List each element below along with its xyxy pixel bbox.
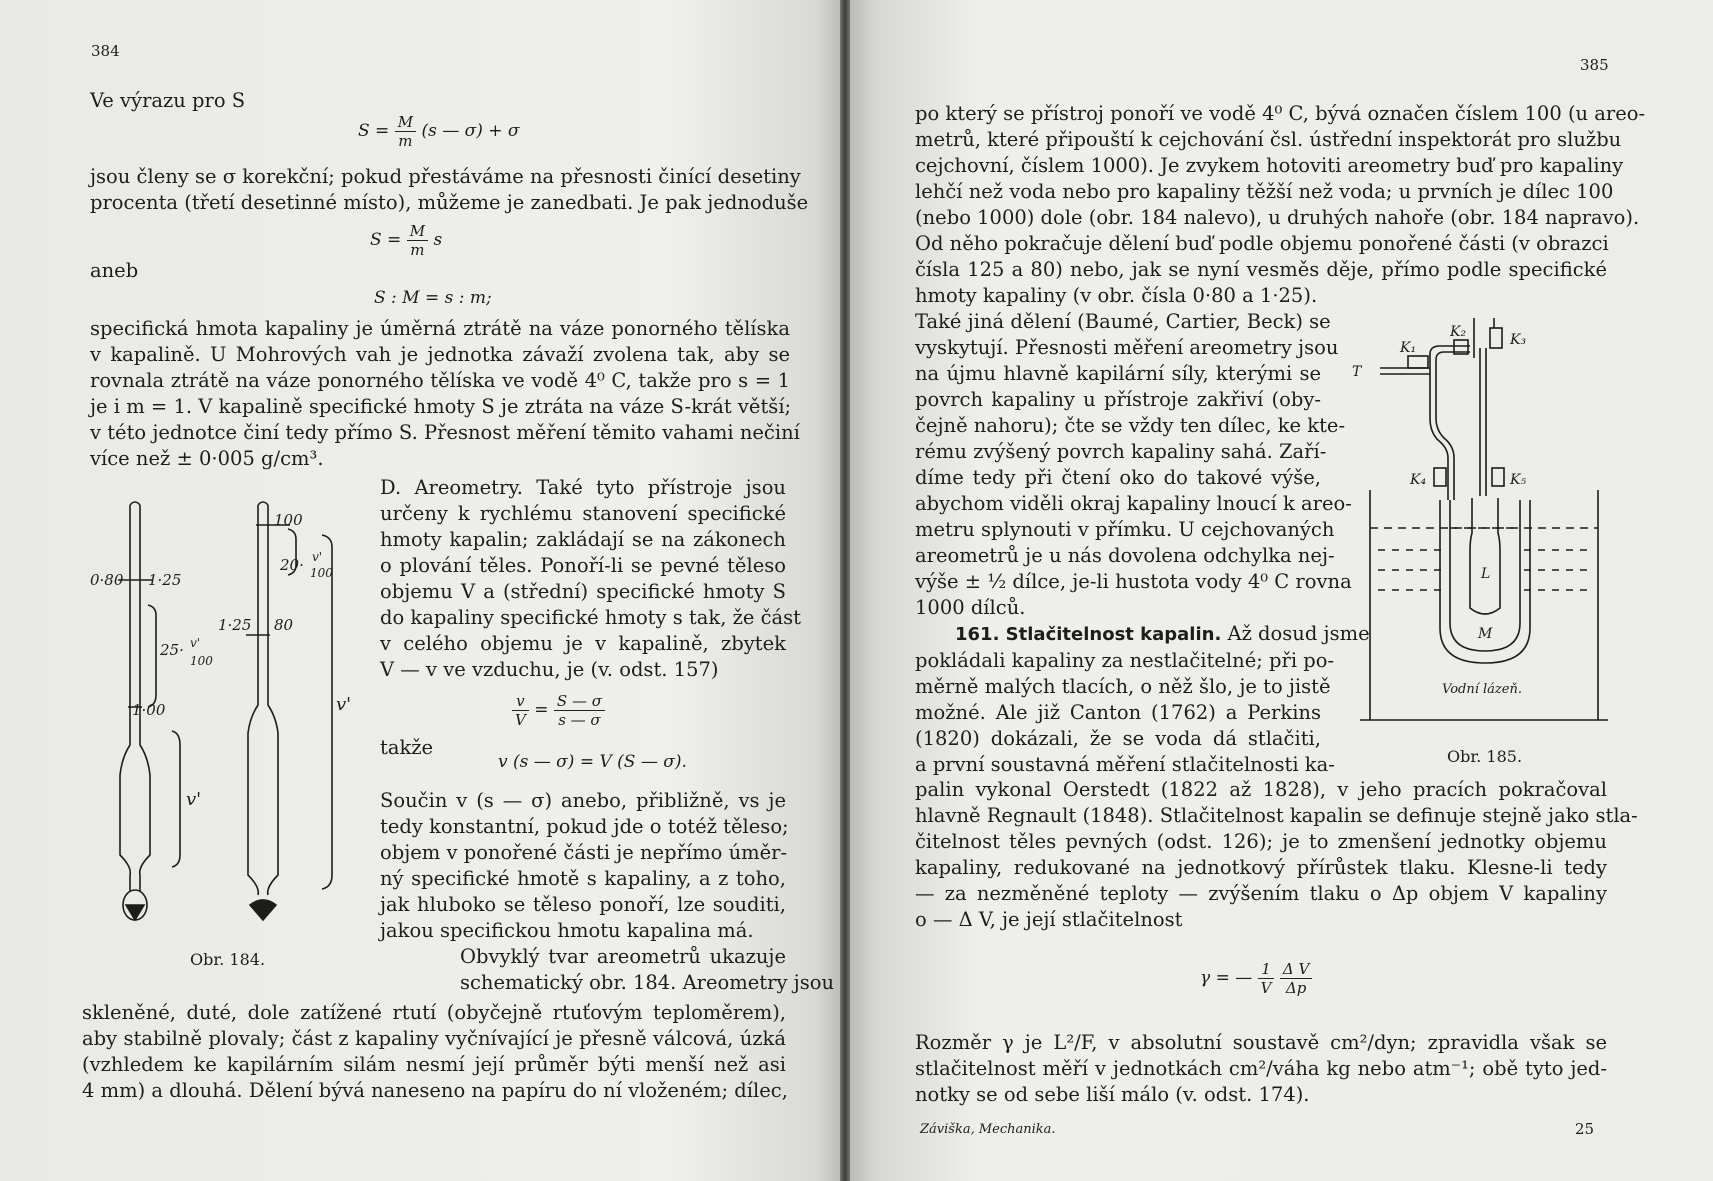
label-vodni-lazen: Vodní lázeň. <box>1442 682 1522 697</box>
label-k5: K₅ <box>1510 472 1527 488</box>
valve-k3 <box>1490 328 1502 348</box>
intro-text: Ve výrazu pro S <box>90 89 246 112</box>
label-100-4: 100 <box>310 566 333 580</box>
paragraph-3: Součin v (s — σ) anebo, přibližně, vs je tedy konstantní, pokud jde o totéž těleso; objem v ponořené části je nepřímo úměr- ný specifické hmotě s kapaliny, a z toho, jak hluboko se těleso ponoří, lze souditi, jakou specifickou hmotu kapalina má. Obvyklý tvar areometrů ukazuje schematický obr. 184. Areometry jsou <box>380 789 835 994</box>
footer-left: Záviška, Mechanika. <box>920 1122 1056 1137</box>
label-v-prime-2: v' <box>186 789 202 810</box>
label-k3: K₃ <box>1510 332 1527 348</box>
equation-gamma: γ = — $\frac{1}{V}$ $\frac{\text{Δ V}}{\Delta p}$ <box>1200 960 1312 997</box>
left-brace-25 <box>148 605 156 707</box>
section-d-areometry: D. Areometry. Také tyto přístroje jsou určeny k rychlému stanovení specifické hmoty kapalin; zakládají se na zákonech o plování těles. Ponoří-li se pevné těleso objemu V a (střední) specifické hmoty S do kapaliny specifické hmoty s tak, že část v celého objemu je v kapalině, zbytek V — v ve vzduchu, je (v. odst. 157) <box>380 476 802 681</box>
label-m: M <box>1478 626 1493 642</box>
label-k1: K₁ <box>1400 340 1417 356</box>
left-brace-v <box>172 731 180 867</box>
aneb-text: aneb <box>90 259 139 282</box>
page-number: 385 <box>1580 56 1609 74</box>
page-number: 384 <box>91 42 120 60</box>
footer-page-number: 25 <box>1575 1120 1595 1138</box>
label-v-prime-1: v' <box>190 636 201 650</box>
label-k2: K₂ <box>1450 324 1467 340</box>
valve-k5 <box>1492 468 1504 486</box>
valve-k4 <box>1434 468 1446 486</box>
paragraph-1: jsou členy se σ korekční; pokud přestáváme na přesnosti činící desetiny procenta (třetí desetinné místo), můžeme je zanedbati. Je pak jednoduše <box>90 165 809 214</box>
label-25: 25· <box>160 641 184 659</box>
label-l: L <box>1481 566 1491 582</box>
right-page <box>850 0 1713 1181</box>
figure-184-areometers <box>90 495 370 935</box>
figure-185-water-bath <box>1350 318 1610 728</box>
figure-184-caption: Obr. 184. <box>190 950 266 969</box>
left-areometer-body <box>120 505 150 875</box>
equation-4: $\frac{v}{V}$ = $\frac{S — \sigma}{s — \sigma}$ <box>512 692 605 729</box>
paragraph-4: skleněné, duté, dole zatížené rtutí (obyčejně rtuťovým teploměrem), aby stabilně plovaly; část z kapaliny vyčnívající je přesně válcová, úzká (vzhledem ke kapilárním silám nesmí její průměr býti menší než asi 4 mm) a dlouhá. Dělení bývá naneseno na papíru do ní vloženém; dílec, <box>82 1001 788 1102</box>
label-v-prime-3: v' <box>312 550 323 564</box>
label-k4: K₄ <box>1410 472 1427 488</box>
label-125-right: 1·25 <box>218 616 252 634</box>
section-161-heading: 161. Stlačitelnost kapalin. <box>955 624 1222 645</box>
equation-1: S = $\frac{M}{m}$ (s — σ) + σ <box>358 113 520 150</box>
label-125: 1·25 <box>148 571 182 589</box>
paragraph-4: palin vykonal Oerstedt (1822 až 1828), v jeho pracích pokračoval hlavně Regnault (1848). Stlačitelnost kapalin se definuje stejně jako stla- čitelnost těles pevných (odst. 126); je to zmenšení jednotky objemu kapaliny, redukované na jednotkový přírůstek tlaku. Klesne-li tedy — za nezměněné teploty — zvýšením tlaku o Δp objem V kapaliny o — Δ V, je její stlačitelnost <box>915 778 1638 931</box>
figure-185-caption: Obr. 185. <box>1447 747 1523 766</box>
right-brace-v <box>322 535 332 889</box>
label-20: 20· <box>280 556 304 574</box>
paragraph-2: Také jiná dělení (Baumé, Cartier, Beck) se vyskytují. Přesnosti měření areometry jsou na újmu hlavně kapilární síly, kterými se povrch kapaliny u přístroje zakřiví (oby- čejně nahoru); čte se vždy ten dílec, ke kte- rému zvýšený povrch kapaliny sahá. Zaří- díme tedy při čtení oko do takové výše, abychom viděli okraj kapaliny lnoucí k areo- metru splynouti v přímku. U cejchovaných areometrů je u nás dovolena odchylka nej- výše ± ½ dílce, je-li hustota vody 4⁰ C rovna 1000 dílců. <box>915 310 1352 619</box>
paragraph-1: po který se přístroj ponoří ve vodě 4⁰ C, bývá označen číslem 100 (u areo- metrů, které připouští k cejchování čsl. ústřední inspektorát pro službu cejchovní, číslem 1000). Je zvykem hotoviti areometry buď pro kapaliny lehčí než voda nebo pro kapaliny těžší než voda; u prvních je dílec 100 (nebo 1000) dole (obr. 184 nalevo), u druhých nahoře (obr. 184 napravo). Od něho pokračuje dělení buď podle objemu ponořené části (v obrazci čísla 125 a 80) nebo, jak se nyní vesměs děje, přímo podle specifické hmoty kapaliny (v obr. čísla 0·80 a 1·25). <box>915 102 1646 307</box>
side-tube <box>1430 346 1470 500</box>
equation-5: v (s — σ) = V (S — σ). <box>498 752 687 772</box>
section-161: 161. Stlačitelnost kapalin. Až dosud jsme pokládali kapaliny za nestlačitelné; při po- měrně malých tlacích, o něž šlo, je to jistě možné. Ale již Canton (1762) a Perkins (1820) dokázali, že se voda dá stlačiti, a první soustavná měření stlačitelnosti ka- <box>915 622 1370 776</box>
valve-k1 <box>1408 356 1428 368</box>
label-100-2: 1·00 <box>132 701 166 719</box>
label-v-prime-4: v' <box>336 694 352 715</box>
label-t: T <box>1352 364 1362 380</box>
label-080: 0·80 <box>90 571 124 589</box>
label-80: 80 <box>274 616 294 634</box>
bulb-l <box>1470 498 1500 614</box>
equation-2: S = $\frac{M}{m}$ s <box>370 222 443 259</box>
takze-text: takže <box>380 736 434 759</box>
right-areometer-body <box>248 505 278 895</box>
label-100-3: 100 <box>274 511 303 529</box>
paragraph-5: Rozměr γ je L²/F, v absolutní soustavě cm²/dyn; zpravidla však se stlačitelnost měří v jednotkách cm²/váha kg nebo atm⁻¹; obě tyto jed- notky se od sebe liší málo (v. odst. 174). <box>915 1031 1607 1106</box>
left-page <box>0 0 840 1181</box>
equation-3: S : M = s : m; <box>374 288 492 308</box>
paragraph-2: specifická hmota kapaliny je úměrná ztrátě na váze ponorného tělíska v kapalině. U Mohrových vah je jednotka závaží zvolena tak, aby se rovnala ztrátě na váze ponorného tělíska ve vodě 4⁰ C, takže pro s = 1 je i m = 1. V kapalině specifické hmoty S je ztráta na váze S-krát větší; v této jednotce činí tedy přímo S. Přesnost měření těmito vahami nečiní více než ± 0·005 g/cm³. <box>90 317 800 470</box>
inlet-t <box>1380 368 1430 374</box>
label-100-1: 100 <box>190 654 213 668</box>
